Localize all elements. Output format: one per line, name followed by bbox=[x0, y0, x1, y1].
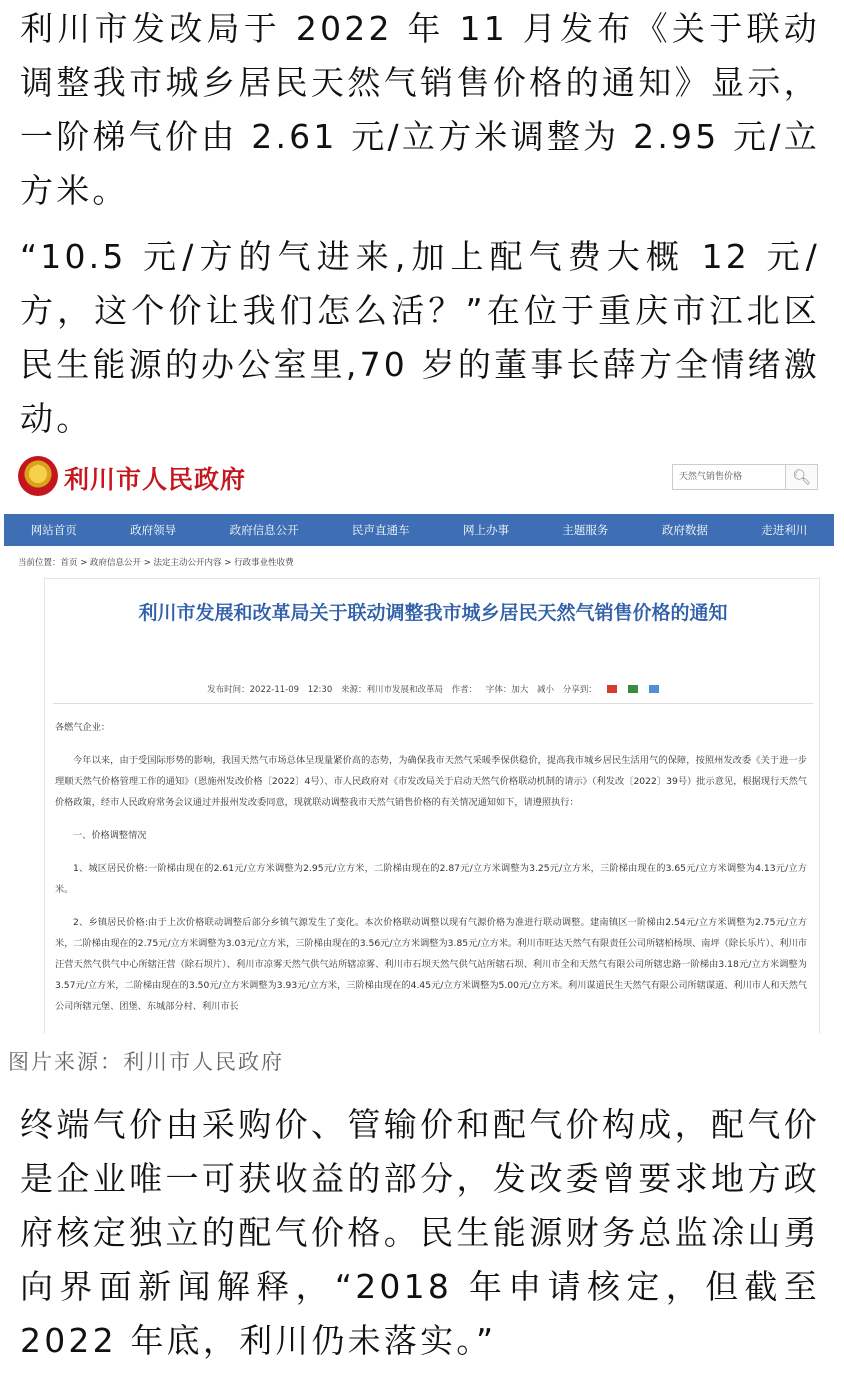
nav-item-theme-services[interactable]: 主题服务 bbox=[562, 523, 609, 537]
notice-body bbox=[55, 717, 807, 1029]
nav-item-online-services[interactable]: 网上办事 bbox=[462, 523, 509, 537]
notice-meta bbox=[45, 683, 821, 695]
notice-meta-text: 发布时间：2022-11-09 12:30 来源：利川市发展和改革局 作者： 字体：加大 减小 分享到： bbox=[207, 685, 597, 695]
breadcrumb: 当前位置：首页 > 政府信息公开 > 法定主动公开内容 > 行政事业性收费 bbox=[18, 558, 294, 568]
site-name: 利川市人民政府 bbox=[64, 465, 247, 494]
notice-title: 利川市发展和改革局关于联动调整我市城乡居民天然气销售价格的通知 bbox=[138, 602, 728, 624]
notice-paragraph: 今年以来，由于受国际形势的影响，我国天然气市场总体呈现量紧价高的态势，为确保我市天然气采暖季保供稳价，提高我市城乡居民生活用气的保障，按照州发改委《关于进一步理顺天然气价格管理工作的通知》（恩施州发改价格〔2022〕4号）、市人民政府对《市发改局关于启动天然气价格联动机制的请示》（利发改〔2022〕39号）批示意见，根据现行天然气价格政策，经市人民政府常务会议通过并报州发改委同意，现就联动调整我市天然气销售价格的有关情况通知如下，请遵照执行： bbox=[55, 755, 807, 808]
divider bbox=[53, 703, 813, 704]
site-header bbox=[4, 438, 834, 514]
nav-item-leaders[interactable]: 政府领导 bbox=[130, 523, 177, 537]
nav-item-about-lichuan[interactable]: 走进利川 bbox=[761, 523, 808, 537]
share-weibo-icon[interactable] bbox=[607, 685, 617, 693]
share-qzone-icon[interactable] bbox=[649, 685, 659, 693]
nav-item-gov-data[interactable]: 政府数据 bbox=[661, 523, 708, 537]
nav-item-home[interactable]: 网站首页 bbox=[30, 523, 77, 537]
search-icon[interactable]: 🔍︎ bbox=[786, 464, 818, 490]
paragraph-2: “10.5 元/方的气进来,加上配气费大概 12 元/方，这个价让我们怎么活？”在位于重庆市江北区民生能源的办公室里,70 岁的董事长薛方全情绪激动。 bbox=[20, 237, 820, 438]
notice-greeting: 各燃气企业： bbox=[55, 722, 111, 733]
nav-item-info-disclosure[interactable]: 政府信息公开 bbox=[229, 523, 299, 537]
share-icons[interactable] bbox=[605, 685, 658, 695]
nav-item-public-voice[interactable]: 民声直通车 bbox=[352, 523, 410, 537]
notice-paragraph: 2、乡镇居民价格:由于上次价格联动调整后部分乡镇气源发生了变化。本次价格联动调整以现有气源价格为准进行联动调整。建南镇区一阶梯由2.54元/立方米调整为2.75元/立方米，二阶梯由现在的2.75元/立方米调整为3.03元/立方米，三阶梯由现在的3.56元/立方米调整为3.85元/立方米。利川市旺达天然气有限责任公司所辖柏杨坝、南坪（除长乐片）、利川市汪营天然气供气中心所辖汪营（除石坝片）、利川市凉雾天然气供气站所辖凉雾、利川市石坝天然气供气站所辖石坝、利川市全和天然气有限公司所辖忠路一阶梯由3.18元/立方米调整为3.57元/立方米，二阶梯由现在的3.50元/立方米调整为3.93元/立方米，三阶梯由现在的4.45元/立方米调整为5.00元/立方米。利川谋道民生天然气有限公司所辖谋道、利川市人和天然气公司所辖元堡、团堡、东城部分村、利川市长 bbox=[55, 917, 807, 1012]
notice-section-heading: 一、价格调整情况 bbox=[73, 830, 147, 841]
paragraph-1: 利川市发改局于 2022 年 11 月发布《关于联动调整我市城乡居民天然气销售价格的通知》显示，一阶梯气价由 2.61 元/立方米调整为 2.95 元/立方米。 bbox=[20, 9, 820, 210]
search-input[interactable]: 天然气销售价格 bbox=[672, 464, 786, 490]
notice-paragraph: 1、城区居民价格:一阶梯由现在的2.61元/立方米调整为2.95元/立方米，二阶梯由现在的2.87元/立方米调整为3.25元/立方米，三阶梯由现在的3.65元/立方米调整为4.13元/立方米。 bbox=[55, 863, 807, 895]
notice-article bbox=[44, 578, 820, 1034]
image-caption: 图片来源：利川市人民政府 bbox=[8, 1050, 284, 1074]
embedded-screenshot bbox=[4, 438, 834, 1034]
paragraph-3: 终端气价由采购价、管输价和配气价构成，配气价是企业唯一可获收益的部分，发改委曾要求地方政府核定独立的配气价格。民生能源财务总监凃山勇向界面新闻解释，“2018 年申请核定，但截至 2022 年底，利川仍未落实。” bbox=[20, 1105, 820, 1360]
share-wechat-icon[interactable] bbox=[628, 685, 638, 693]
main-nav bbox=[4, 514, 834, 546]
national-emblem-icon bbox=[18, 456, 58, 496]
